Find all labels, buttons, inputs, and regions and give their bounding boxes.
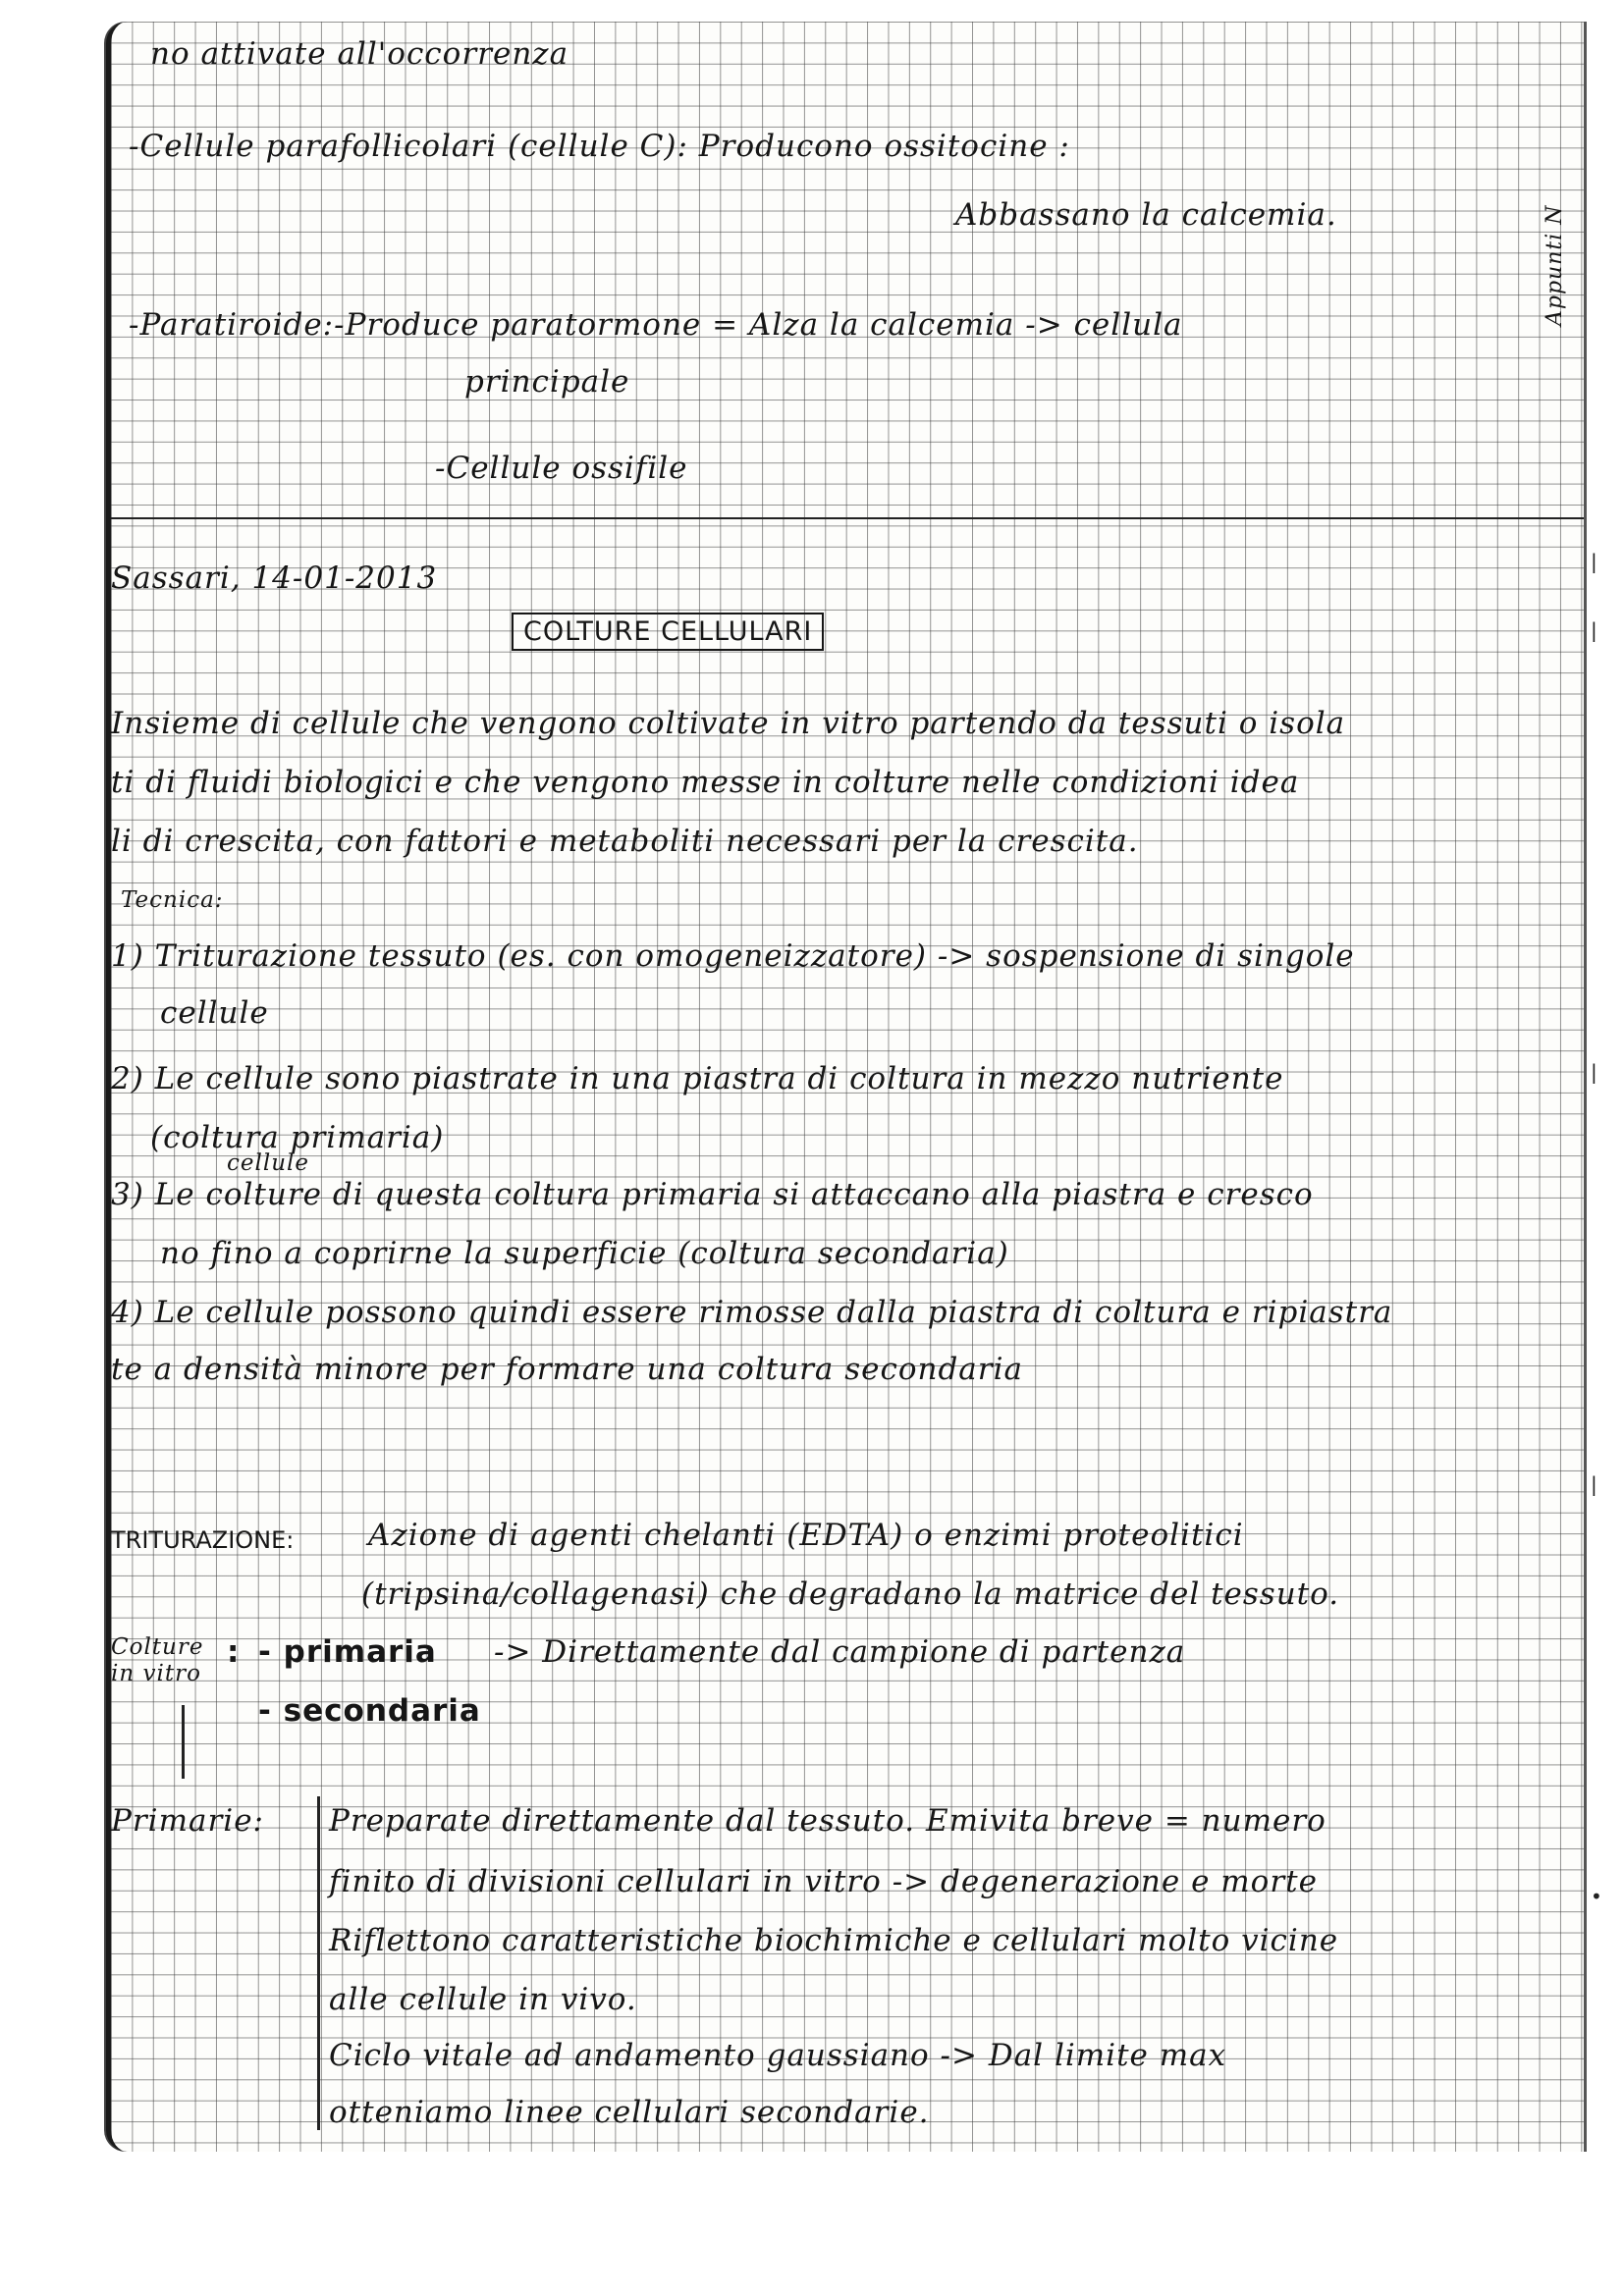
place-date: Sassari, 14-01-2013 [111,561,438,596]
step-rest: di questa coltura primaria si attaccano alla piastra e cresco [332,1177,1314,1212]
page-title: COLTURE CELLULARI [512,613,824,651]
margin-note: Appunti N [1543,204,1567,326]
step-line: (coltura primaria) [150,1120,445,1155]
list-item-desc: -> Direttamente dal campione di partenza [494,1634,1186,1670]
edge-mark: | [1591,550,1597,573]
text-line: Abbassano la calcemia. [955,197,1337,233]
text-line: -Cellule parafollicolari (cellule C): Producono ossitocine : [129,129,1070,164]
definition-line: Riflettono caratteristiche biochimiche e cellulari molto vicine [329,1923,1339,1958]
text-line: Insieme di cellule che vengono coltivate in vitro partendo da tessuti o isola [111,706,1346,741]
term-label: TRITURAZIONE: [111,1526,295,1554]
definition-line: alle cellule in vivo. [329,1982,637,2017]
text-line: ti di fluidi biologici e che vengono messe in colture nelle condizioni idea [111,765,1300,800]
struck-word: colture [205,1177,322,1212]
correction-note: cellule [227,1150,309,1176]
text-line: no attivate all'occorrenza [150,36,569,72]
text-line: li di crescita, con fattori e metaboliti necessari per la crescita. [111,824,1139,859]
definition-line: finito di divisioni cellulari in vitro -> degenerazione e morte [329,1864,1318,1899]
step-line: 4) Le cellule possono quindi essere rimosse dalla piastra di coltura e ripiastra [111,1295,1393,1330]
edge-mark: | [1591,1060,1597,1084]
term-label: Primarie: [111,1803,264,1839]
step-text: no fino a coprirne la superficie [160,1236,668,1271]
definition-line: (tripsina/collagenasi) che degradano la matrice del tessuto. [361,1576,1340,1612]
step-line: te a densità minore per formare una coltura secondaria [111,1352,1024,1387]
step-line: 1) Triturazione tessuto (es. con omogeneizzatore) -> sospensione di singole [111,938,1355,974]
step-line: cellule [160,995,269,1031]
step-prefix: 3) Le [111,1177,195,1212]
struck-text: (coltura secondaria) [677,1236,1009,1271]
bracket-line [317,1796,320,2130]
text-line: -Cellule ossifile [435,451,688,486]
bracket-line [182,1705,185,1779]
step-line [160,1236,1009,1271]
term-label: Colture [111,1634,204,1660]
step-line [111,1177,1314,1212]
section-divider [111,517,1587,519]
list-item: - secondaria [258,1693,481,1729]
text-line: -Paratiroide:-Produce paratormone = Alza la calcemia -> cellula [129,307,1183,343]
edge-mark: • [1591,1885,1602,1908]
text-line: Tecnica: [121,887,224,913]
definition-line: Ciclo vitale ad andamento gaussiano -> Dal limite max [329,2038,1227,2073]
term-label: in vitro [111,1661,201,1686]
edge-mark: | [1591,618,1597,642]
definition-line: Preparate direttamente dal tessuto. Emivita breve = numero [329,1803,1326,1839]
step-line: 2) Le cellule sono piastrate in una piastra di coltura in mezzo nutriente [111,1061,1284,1096]
colon-mark: : [227,1634,241,1670]
definition-line: otteniamo linee cellulari secondarie. [329,2095,930,2130]
text-line: principale [464,364,630,400]
definition-line: Azione di agenti chelanti (EDTA) o enzimi proteolitici [368,1518,1244,1553]
notebook-page [106,22,1587,2152]
edge-mark: | [1591,1472,1597,1496]
list-item: - primaria [258,1634,437,1670]
